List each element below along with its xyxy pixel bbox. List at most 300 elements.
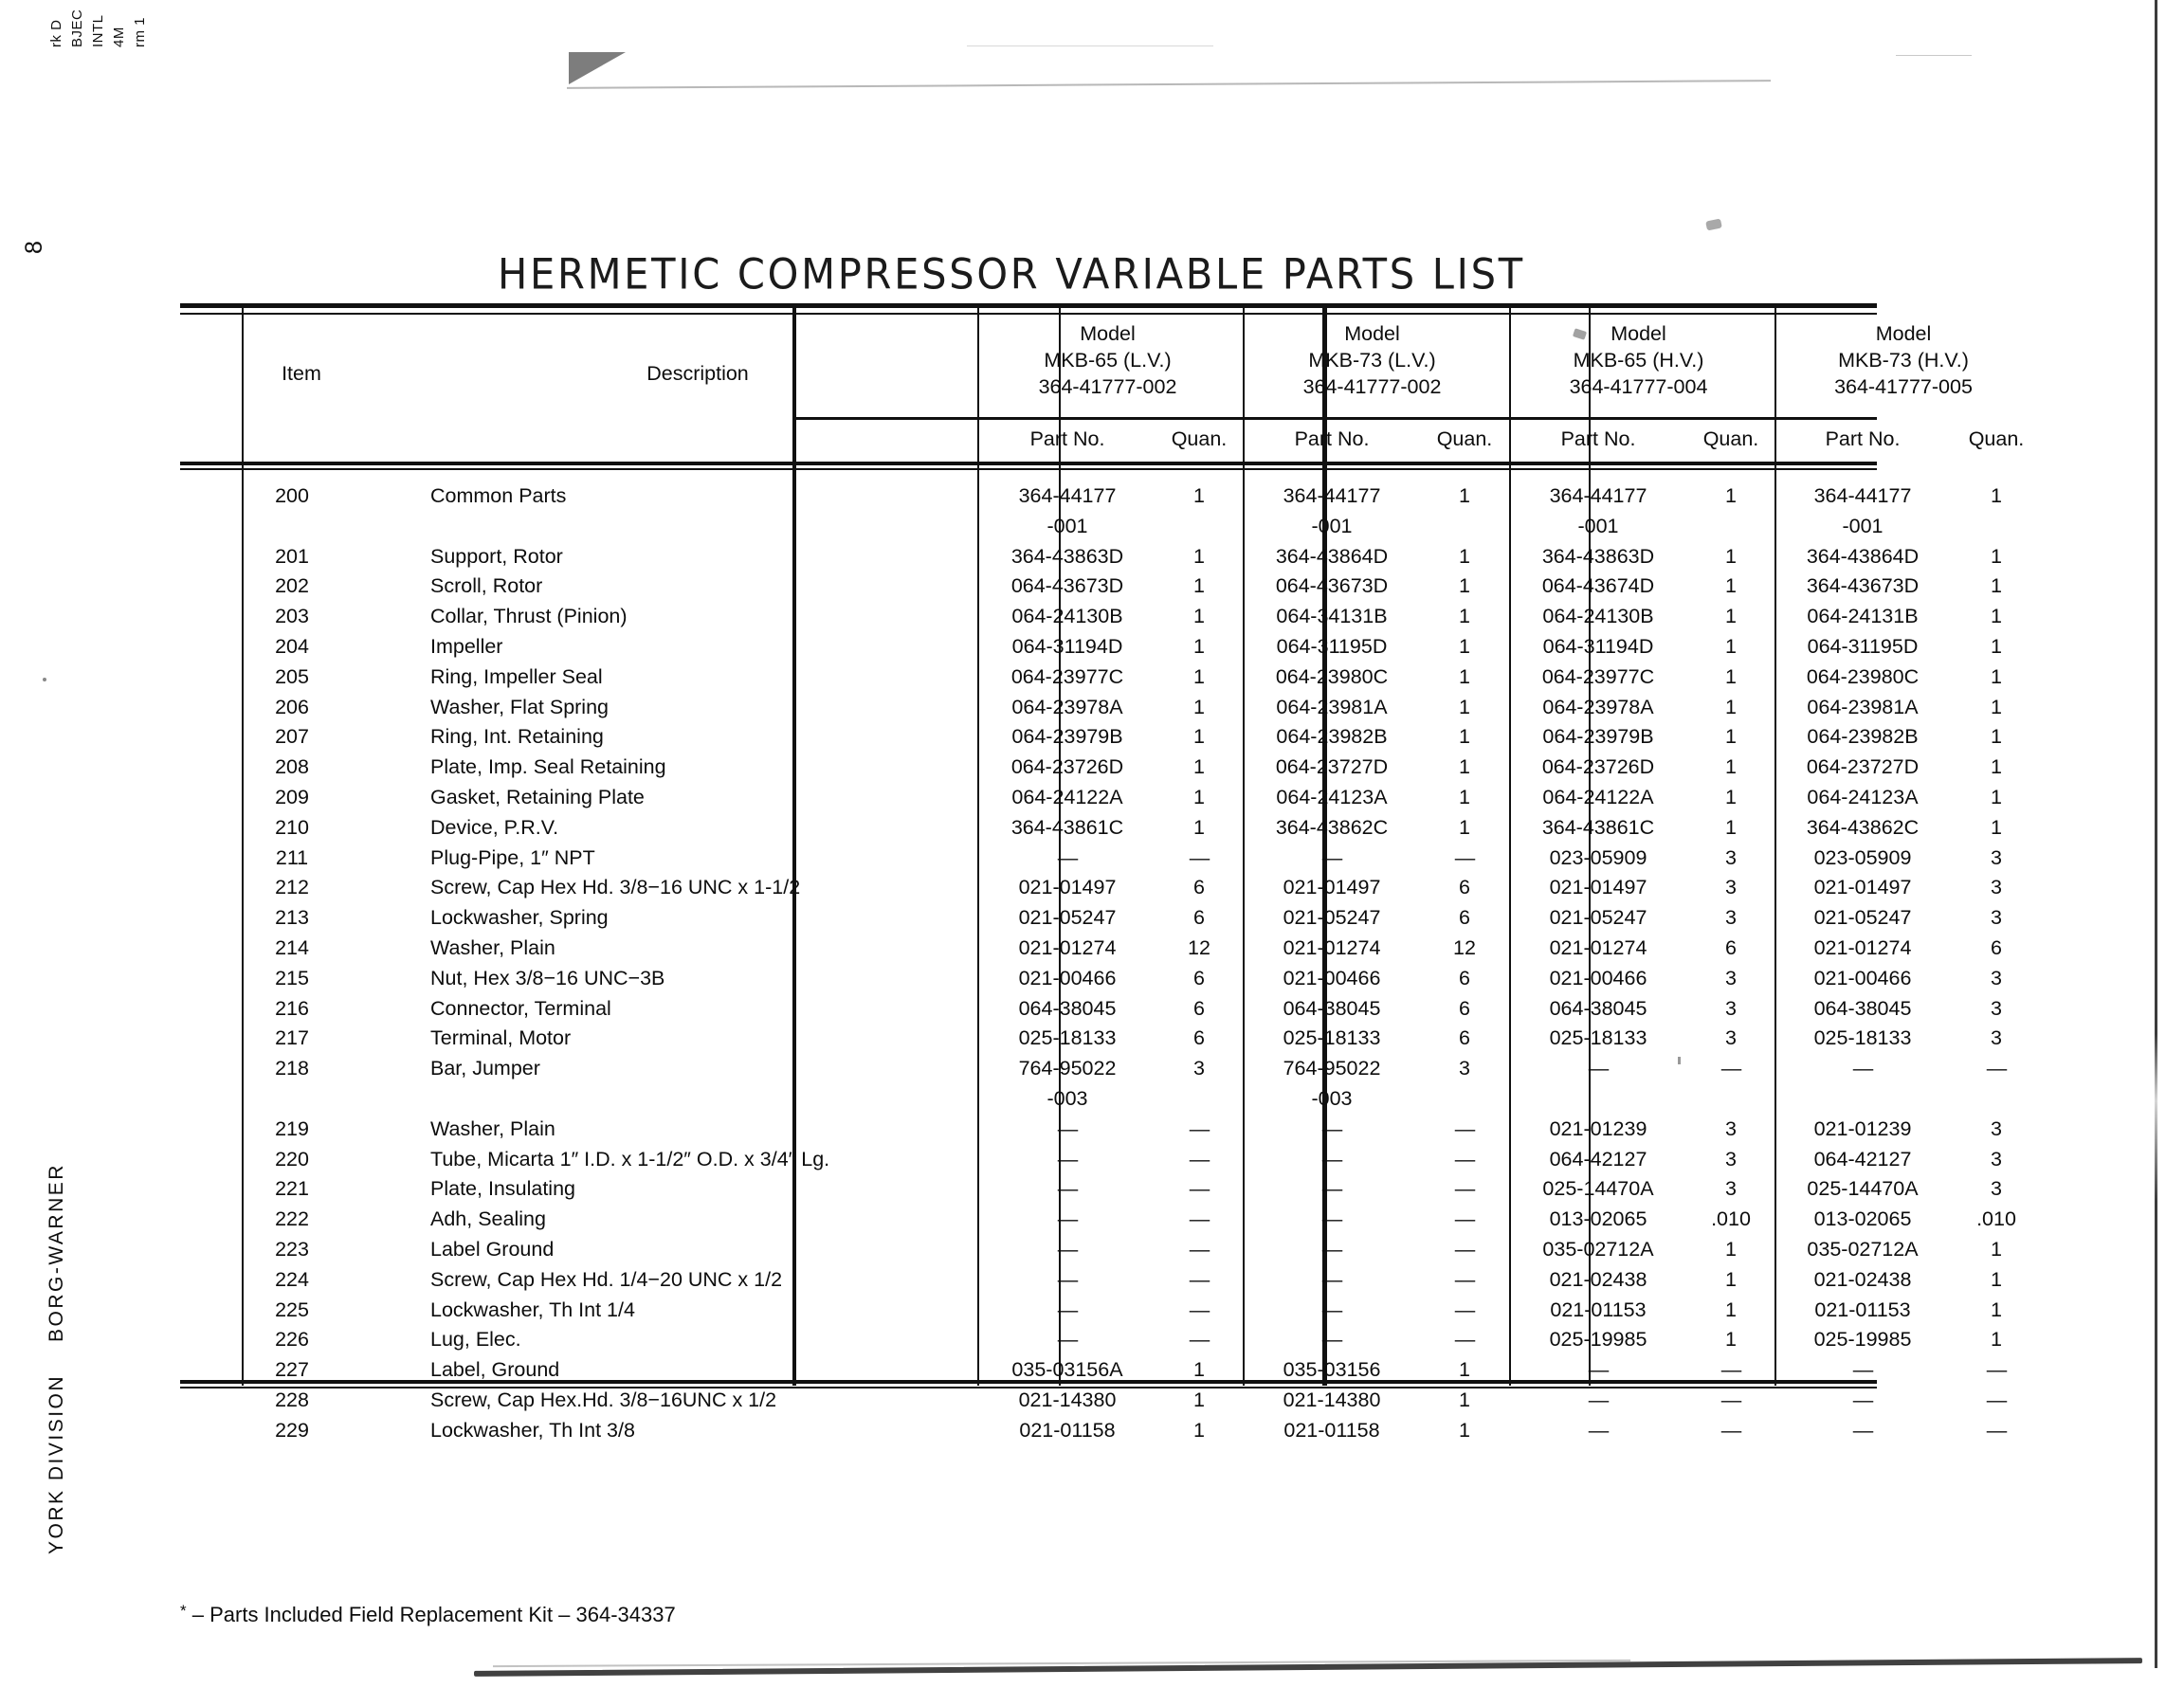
row-quantity-2: 1 <box>1459 1388 1470 1411</box>
header-model-group-3 <box>1507 320 1770 400</box>
row-part-number-4: 021-01274 <box>1813 935 1912 959</box>
row-item-number: 222 <box>275 1207 309 1231</box>
table-row <box>180 844 2002 874</box>
row-quantity-2: — <box>1454 1267 1475 1291</box>
row-part-number-4: — <box>1852 1388 1873 1411</box>
row-part-number-4: 013-02065 <box>1813 1207 1912 1231</box>
row-description: Gasket, Retaining Plate <box>430 785 645 808</box>
row-quantity-2: 6 <box>1459 996 1470 1020</box>
row-item-number: 212 <box>275 876 309 899</box>
row-part-number-1: -001 <box>1046 514 1088 537</box>
row-description: Impeller <box>430 634 503 658</box>
row-part-number-2: 021-05247 <box>1283 906 1381 930</box>
row-quantity-1: 3 <box>1193 1057 1205 1080</box>
row-part-number-4: 035-02712A <box>1807 1237 1919 1261</box>
row-quantity-3: 3 <box>1725 1116 1737 1140</box>
row-part-number-3: 064-23979B <box>1542 725 1654 749</box>
row-part-number-4: 025-18133 <box>1813 1026 1912 1050</box>
row-part-number-2: — <box>1321 1298 1342 1321</box>
row-part-number-3: — <box>1588 1057 1609 1080</box>
row-part-number-2: 021-01274 <box>1283 935 1381 959</box>
table-row <box>180 1235 2002 1265</box>
row-quantity-2: 1 <box>1459 605 1470 628</box>
row-quantity-2: — <box>1454 1328 1475 1352</box>
row-item-number: 228 <box>275 1388 309 1411</box>
row-quantity-3: 3 <box>1725 1177 1737 1201</box>
margin-code-5: rm 1 <box>132 17 148 47</box>
row-quantity-4: 1 <box>1991 634 2002 658</box>
row-quantity-1: — <box>1189 1328 1210 1352</box>
page-fold-line-artifact-right <box>1896 55 1972 56</box>
row-description: Adh, Sealing <box>430 1207 546 1231</box>
row-description: Bar, Jumper <box>430 1057 540 1080</box>
row-quantity-1: 1 <box>1193 544 1205 568</box>
row-quantity-2: 6 <box>1459 906 1470 930</box>
row-description: Lockwasher, Th Int 1/4 <box>430 1298 635 1321</box>
table-row <box>180 903 2002 934</box>
row-quantity-1: 6 <box>1193 996 1205 1020</box>
row-description: Screw, Cap Hex.Hd. 3/8−16UNC x 1/2 <box>430 1388 777 1411</box>
row-part-number-1: 064-23977C <box>1010 664 1124 688</box>
row-part-number-1: — <box>1057 1177 1078 1201</box>
row-quantity-3: 1 <box>1725 605 1737 628</box>
row-item-number: 204 <box>275 634 309 658</box>
row-part-number-4: 025-19985 <box>1813 1328 1912 1352</box>
model-number: 364-41777-002 <box>1302 375 1442 398</box>
table-row <box>180 1205 2016 1235</box>
row-part-number-2: 364-43862C <box>1275 815 1389 839</box>
row-item-number: 227 <box>275 1358 309 1382</box>
row-quantity-4: 1 <box>1991 695 2002 718</box>
row-quantity-1: 1 <box>1193 785 1205 808</box>
row-part-number-3: 064-24122A <box>1542 785 1654 808</box>
row-part-number-1: — <box>1057 1116 1078 1140</box>
table-row <box>180 722 2002 753</box>
row-part-number-3: 035-02712A <box>1542 1237 1654 1261</box>
row-quantity-2: — <box>1454 1207 1475 1231</box>
row-part-number-1: 021-14380 <box>1018 1388 1117 1411</box>
row-part-number-4: — <box>1852 1418 1873 1442</box>
row-description: Screw, Cap Hex Hd. 1/4−20 UNC x 1/2 <box>430 1267 783 1291</box>
row-quantity-3: 3 <box>1725 966 1737 989</box>
row-quantity-3: 1 <box>1725 1267 1737 1291</box>
row-part-number-3: 364-43861C <box>1541 815 1655 839</box>
row-part-number-1: 064-38045 <box>1018 996 1117 1020</box>
row-part-number-2: — <box>1321 1207 1342 1231</box>
row-quantity-3: 3 <box>1725 1026 1737 1050</box>
row-part-number-1: 035-03156A <box>1011 1358 1123 1382</box>
margin-code-4: 4M <box>111 27 127 47</box>
row-quantity-1: — <box>1189 1207 1210 1231</box>
row-quantity-2: — <box>1454 1298 1475 1321</box>
row-part-number-4: 025-14470A <box>1807 1177 1919 1201</box>
row-quantity-4: 1 <box>1991 1237 2002 1261</box>
row-item-number: 219 <box>275 1116 309 1140</box>
row-part-number-1: — <box>1057 1237 1078 1261</box>
row-part-number-1: 064-23978A <box>1011 695 1123 718</box>
row-quantity-2: 1 <box>1459 785 1470 808</box>
subheader-quan-3: Quan. <box>1702 427 1759 450</box>
row-description: Device, P.R.V. <box>430 815 559 839</box>
row-quantity-2: 1 <box>1459 634 1470 658</box>
row-quantity-1: 12 <box>1188 935 1210 959</box>
row-part-number-3: 025-14470A <box>1542 1177 1654 1201</box>
row-part-number-2: -001 <box>1311 514 1353 537</box>
row-part-number-4: 021-00466 <box>1813 966 1912 989</box>
row-quantity-4: 1 <box>1991 484 2002 507</box>
row-quantity-4: 1 <box>1991 1328 2002 1352</box>
row-part-number-4: 064-24131B <box>1807 605 1919 628</box>
model-label: Model <box>1344 322 1400 345</box>
model-label: Model <box>1080 322 1136 345</box>
row-part-number-1: -003 <box>1046 1086 1088 1110</box>
row-part-number-1: 064-31194D <box>1011 634 1123 658</box>
row-item-number: 213 <box>275 906 309 930</box>
row-part-number-2: 064-23981A <box>1276 695 1388 718</box>
row-part-number-3: 013-02065 <box>1549 1207 1647 1231</box>
row-quantity-3: 1 <box>1725 1298 1737 1321</box>
row-item-number: 207 <box>275 725 309 749</box>
row-part-number-3: 064-23978A <box>1542 695 1654 718</box>
row-part-number-4: 064-23982B <box>1807 725 1919 749</box>
row-part-number-3: 025-18133 <box>1549 1026 1647 1050</box>
margin-code-2: BJEC <box>69 9 85 47</box>
model-name: MKB-65 (H.V.) <box>1573 349 1704 372</box>
row-part-number-1: — <box>1057 1147 1078 1171</box>
row-quantity-4: 3 <box>1991 845 2002 869</box>
table-row <box>180 1115 2002 1145</box>
row-description: Washer, Plain <box>430 1116 555 1140</box>
row-description: Washer, Plain <box>430 935 555 959</box>
table-row <box>180 693 2002 723</box>
row-quantity-3: 3 <box>1725 1147 1737 1171</box>
table-row <box>180 602 2002 632</box>
row-part-number-1: 021-05247 <box>1018 906 1117 930</box>
row-part-number-4: 064-42127 <box>1813 1147 1912 1171</box>
row-quantity-3: 1 <box>1725 1237 1737 1261</box>
subheader-quan-4: Quan. <box>1968 427 2025 450</box>
row-description: Label Ground <box>430 1237 555 1261</box>
row-quantity-1: 1 <box>1193 1388 1205 1411</box>
row-part-number-2: 021-01497 <box>1283 876 1381 899</box>
row-part-number-1: 064-23979B <box>1011 725 1123 749</box>
table-subheader-row <box>180 420 2025 462</box>
table-header-bottom-rule-secondary <box>180 468 1877 470</box>
row-item-number: 221 <box>275 1177 309 1201</box>
row-part-number-2: — <box>1321 1328 1342 1352</box>
row-part-number-4: 064-23981A <box>1807 695 1919 718</box>
row-part-number-1: 021-01158 <box>1019 1418 1116 1442</box>
row-quantity-2: 1 <box>1459 664 1470 688</box>
row-description: Plate, Insulating <box>430 1177 575 1201</box>
row-part-number-1: — <box>1057 1298 1078 1321</box>
row-quantity-2: — <box>1454 1177 1475 1201</box>
table-row <box>180 512 1884 542</box>
row-part-number-3: 364-43863D <box>1541 544 1655 568</box>
row-part-number-4: — <box>1852 1358 1873 1382</box>
row-item-number: 206 <box>275 695 309 718</box>
row-quantity-3: 1 <box>1725 664 1737 688</box>
row-part-number-2: 364-43864D <box>1275 544 1389 568</box>
row-quantity-2: — <box>1454 845 1475 869</box>
row-quantity-2: 1 <box>1459 815 1470 839</box>
row-quantity-1: — <box>1189 1267 1210 1291</box>
table-row <box>180 1416 2007 1446</box>
row-description: Ring, Int. Retaining <box>430 725 604 749</box>
row-quantity-4: 1 <box>1991 785 2002 808</box>
footnote <box>180 1602 676 1627</box>
row-part-number-4: 364-43862C <box>1806 815 1920 839</box>
row-item-number: 202 <box>275 574 309 598</box>
row-part-number-4: 064-24123A <box>1807 785 1919 808</box>
table-row <box>180 1386 2007 1416</box>
row-quantity-4: — <box>1986 1358 2007 1382</box>
row-description: Scroll, Rotor <box>430 574 543 598</box>
row-part-number-1: 025-18133 <box>1018 1026 1117 1050</box>
row-quantity-2: 6 <box>1459 966 1470 989</box>
row-description: Lockwasher, Th Int 3/8 <box>430 1418 635 1442</box>
table-row <box>180 542 2002 572</box>
row-quantity-4: 1 <box>1991 605 2002 628</box>
top-left-margin-codes <box>49 0 182 47</box>
row-part-number-4: 064-38045 <box>1813 996 1912 1020</box>
row-quantity-1: 1 <box>1193 1418 1205 1442</box>
row-quantity-3: 1 <box>1725 695 1737 718</box>
scan-speck <box>1705 218 1722 230</box>
table-header-row <box>180 315 1973 419</box>
page-number: 8 <box>21 241 47 254</box>
row-part-number-1: 021-01497 <box>1018 876 1117 899</box>
subheader-quan-1: Quan. <box>1171 427 1228 450</box>
row-part-number-3: 025-19985 <box>1549 1328 1647 1352</box>
row-quantity-4: 1 <box>1991 815 2002 839</box>
table-row <box>180 994 2002 1025</box>
table-row <box>180 1325 2002 1355</box>
row-part-number-4: 021-01497 <box>1813 876 1912 899</box>
row-part-number-3: 064-23977C <box>1541 664 1655 688</box>
row-quantity-2: 6 <box>1459 1026 1470 1050</box>
row-quantity-4: — <box>1986 1418 2007 1442</box>
row-quantity-4: 1 <box>1991 1298 2002 1321</box>
row-part-number-3: 064-38045 <box>1549 996 1647 1020</box>
row-quantity-1: 1 <box>1193 755 1205 779</box>
row-quantity-4: — <box>1986 1388 2007 1411</box>
row-part-number-2: — <box>1321 1237 1342 1261</box>
row-quantity-3: 3 <box>1725 876 1737 899</box>
row-part-number-4: 064-23727D <box>1806 755 1920 779</box>
row-quantity-1: — <box>1189 1298 1210 1321</box>
page-title: HERMETIC COMPRESSOR VARIABLE PARTS LIST <box>498 250 1525 299</box>
model-label: Model <box>1875 322 1932 345</box>
row-part-number-3: 021-01239 <box>1549 1116 1647 1140</box>
row-part-number-2: 064-24123A <box>1276 785 1388 808</box>
row-quantity-2: 1 <box>1459 725 1470 749</box>
row-item-number: 203 <box>275 605 309 628</box>
row-part-number-4: 364-43673D <box>1806 574 1920 598</box>
row-part-number-2: 021-00466 <box>1283 966 1381 989</box>
row-part-number-2: — <box>1321 845 1342 869</box>
scan-speck <box>43 678 46 681</box>
row-description: Terminal, Motor <box>430 1026 572 1050</box>
table-row <box>180 1174 2002 1205</box>
row-quantity-2: — <box>1454 1237 1475 1261</box>
row-item-number: 223 <box>275 1237 309 1261</box>
subheader-part-no-3: Part No. <box>1560 427 1636 450</box>
row-description: Lockwasher, Spring <box>430 906 609 930</box>
row-item-number: 200 <box>275 484 309 507</box>
table-row <box>180 1024 2002 1054</box>
page-right-edge-artifact <box>2155 0 2157 1668</box>
row-part-number-1: 064-43673D <box>1010 574 1124 598</box>
row-part-number-3: 064-42127 <box>1549 1147 1647 1171</box>
table-row <box>180 964 2002 994</box>
row-description: Label, Ground <box>430 1358 560 1382</box>
row-part-number-4: 021-01239 <box>1813 1116 1912 1140</box>
row-part-number-1: 064-23726D <box>1010 755 1124 779</box>
row-part-number-1: 021-01274 <box>1018 935 1117 959</box>
row-quantity-3: — <box>1720 1388 1741 1411</box>
row-quantity-3: — <box>1720 1358 1741 1382</box>
row-quantity-2: 1 <box>1459 1358 1470 1382</box>
row-description: Plate, Imp. Seal Retaining <box>430 755 666 779</box>
row-part-number-3: -001 <box>1577 514 1619 537</box>
row-part-number-2: 025-18133 <box>1283 1026 1381 1050</box>
table-body <box>180 481 2016 1446</box>
row-part-number-1: 764-95022 <box>1018 1057 1117 1080</box>
row-part-number-2: — <box>1321 1177 1342 1201</box>
table-row <box>180 1054 2007 1084</box>
row-quantity-3: — <box>1720 1057 1741 1080</box>
row-description: Nut, Hex 3/8−16 UNC−3B <box>430 966 665 989</box>
row-part-number-2: 035-03156 <box>1283 1358 1381 1382</box>
row-description: Common Parts <box>430 484 567 507</box>
row-item-number: 229 <box>275 1418 309 1442</box>
row-quantity-4: 3 <box>1991 996 2002 1020</box>
row-quantity-3: 1 <box>1725 1328 1737 1352</box>
row-quantity-2: 1 <box>1459 755 1470 779</box>
row-quantity-3: 3 <box>1725 845 1737 869</box>
row-quantity-4: — <box>1986 1057 2007 1080</box>
row-part-number-3: — <box>1588 1418 1609 1442</box>
row-quantity-4: 6 <box>1991 935 2002 959</box>
row-part-number-4: 064-31195D <box>1807 634 1919 658</box>
row-quantity-1: 1 <box>1193 815 1205 839</box>
row-part-number-2: — <box>1321 1267 1342 1291</box>
row-part-number-3: 064-31194D <box>1542 634 1654 658</box>
page-fold-line-artifact <box>567 80 1771 89</box>
row-item-number: 210 <box>275 815 309 839</box>
table-row <box>180 783 2002 813</box>
row-part-number-3: 023-05909 <box>1549 845 1647 869</box>
model-name: MKB-73 (H.V.) <box>1838 349 1969 372</box>
row-description: Ring, Impeller Seal <box>430 664 603 688</box>
row-description: Screw, Cap Hex Hd. 3/8−16 UNC x 1-1/2 <box>430 876 801 899</box>
row-quantity-2: — <box>1454 1116 1475 1140</box>
row-part-number-1: 021-00466 <box>1018 966 1117 989</box>
header-model-group-4 <box>1771 320 2036 400</box>
row-part-number-4: 364-44177 <box>1813 484 1912 507</box>
row-description: Tube, Micarta 1″ I.D. x 1-1/2″ O.D. x 3/4″ Lg. <box>430 1147 830 1171</box>
table-row <box>180 1145 2002 1175</box>
row-quantity-3: 1 <box>1725 785 1737 808</box>
row-quantity-4: 1 <box>1991 664 2002 688</box>
row-part-number-3: 064-24130B <box>1542 605 1654 628</box>
row-quantity-3: 1 <box>1725 815 1737 839</box>
row-quantity-2: 1 <box>1459 1418 1470 1442</box>
table-row <box>180 632 2002 662</box>
row-item-number: 205 <box>275 664 309 688</box>
subheader-quan-2: Quan. <box>1436 427 1493 450</box>
row-quantity-2: — <box>1454 1147 1475 1171</box>
footnote-text: – Parts Included Field Replacement Kit – 364-34337 <box>191 1603 676 1626</box>
row-part-number-2: 764-95022 <box>1283 1057 1381 1080</box>
subheader-part-no-4: Part No. <box>1825 427 1901 450</box>
row-description: Connector, Terminal <box>430 996 611 1020</box>
row-quantity-3: 6 <box>1725 935 1737 959</box>
row-item-number: 211 <box>275 845 309 869</box>
row-quantity-1: 1 <box>1193 634 1205 658</box>
row-part-number-1: — <box>1057 845 1078 869</box>
row-quantity-1: — <box>1189 1116 1210 1140</box>
table-header-bottom-rule <box>180 462 1877 465</box>
row-quantity-1: 1 <box>1193 664 1205 688</box>
row-quantity-4: 3 <box>1991 966 2002 989</box>
row-part-number-3: 021-00466 <box>1549 966 1647 989</box>
row-quantity-4: 3 <box>1991 1177 2002 1201</box>
row-part-number-2: 064-43673D <box>1275 574 1389 598</box>
row-item-number: 218 <box>275 1057 309 1080</box>
row-part-number-3: 364-44177 <box>1549 484 1647 507</box>
row-part-number-2: 364-44177 <box>1283 484 1381 507</box>
row-part-number-1: 364-43861C <box>1010 815 1124 839</box>
table-row <box>180 572 2002 602</box>
row-part-number-1: — <box>1057 1328 1078 1352</box>
row-quantity-1: — <box>1189 1147 1210 1171</box>
header-description: Description <box>646 362 749 385</box>
row-quantity-4: 1 <box>1991 574 2002 598</box>
table-row <box>180 873 2002 903</box>
row-quantity-3: .010 <box>1711 1207 1751 1231</box>
row-item-number: 217 <box>275 1026 309 1050</box>
row-quantity-4: 3 <box>1991 876 2002 899</box>
row-part-number-1: 364-44177 <box>1018 484 1117 507</box>
row-quantity-4: 1 <box>1991 1267 2002 1291</box>
row-part-number-2: — <box>1321 1147 1342 1171</box>
model-label: Model <box>1611 322 1666 345</box>
table-row <box>180 481 2002 512</box>
row-quantity-4: 1 <box>1991 725 2002 749</box>
row-description: Collar, Thrust (Pinion) <box>430 605 628 628</box>
brand-borg-warner: BORG-WARNER <box>46 1163 67 1342</box>
row-quantity-3: 1 <box>1725 725 1737 749</box>
row-quantity-1: 1 <box>1193 725 1205 749</box>
row-part-number-2: 064-38045 <box>1283 996 1381 1020</box>
footnote-asterisk: * <box>180 1602 187 1620</box>
row-quantity-3: 1 <box>1725 484 1737 507</box>
row-quantity-4: 3 <box>1991 1026 2002 1050</box>
row-quantity-1: — <box>1189 1237 1210 1261</box>
model-number: 364-41777-002 <box>1038 375 1177 398</box>
row-quantity-4: 3 <box>1991 1116 2002 1140</box>
row-quantity-3: 3 <box>1725 996 1737 1020</box>
row-quantity-1: 6 <box>1193 1026 1205 1050</box>
header-model-group-1 <box>976 320 1239 400</box>
header-model-group-2 <box>1241 320 1503 400</box>
row-part-number-3: 021-01274 <box>1549 935 1647 959</box>
model-number: 364-41777-004 <box>1569 375 1708 398</box>
row-part-number-3: — <box>1588 1358 1609 1382</box>
row-item-number: 201 <box>275 544 309 568</box>
